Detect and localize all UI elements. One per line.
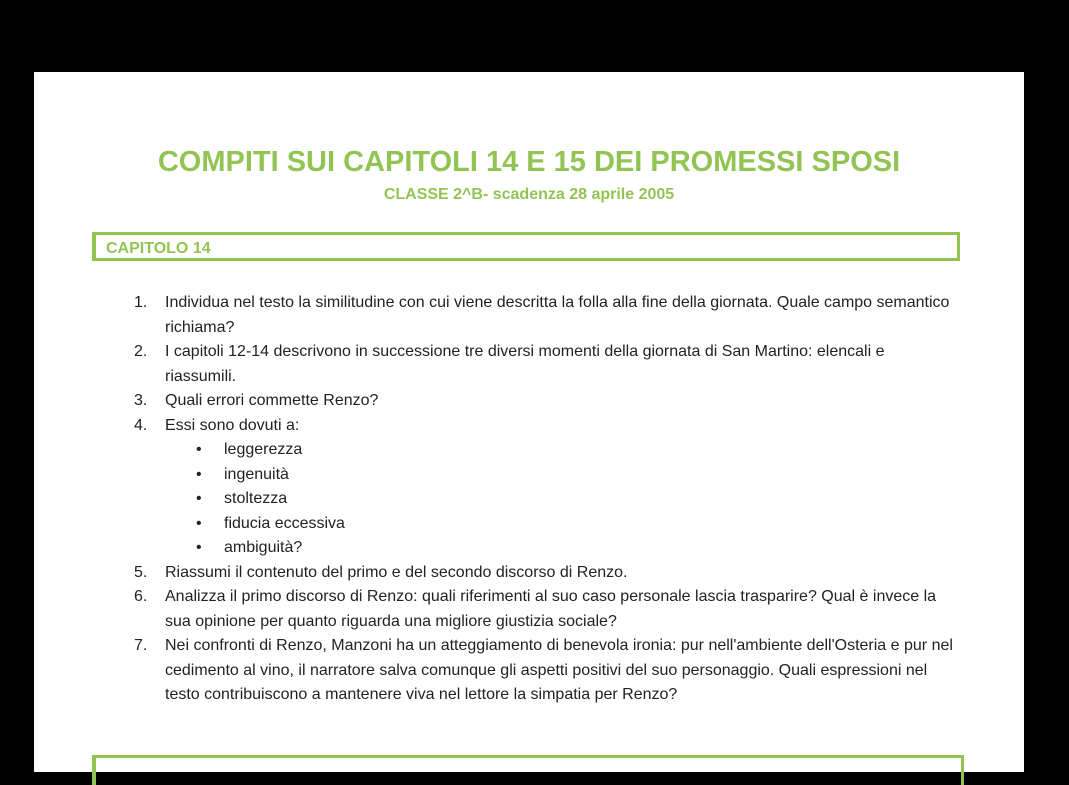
list-item — [34, 340, 955, 389]
sub-item-text: leggerezza — [224, 441, 303, 458]
item-number: 1. — [134, 294, 148, 311]
list-item — [34, 414, 955, 439]
item-text: Quali errori commette Renzo? — [165, 392, 379, 409]
list-item — [34, 561, 955, 586]
section-header-capitolo-14 — [92, 232, 960, 261]
sub-item-text: ambiguità? — [224, 539, 303, 556]
list-item — [34, 585, 955, 634]
question-list — [34, 291, 1024, 708]
item-number: 2. — [134, 343, 148, 360]
sub-item-text: fiducia eccessiva — [224, 514, 345, 532]
item-number: 3. — [134, 392, 148, 409]
bullet-icon: • — [196, 441, 202, 458]
item-text: Essi sono dovuti a: — [165, 416, 300, 434]
sub-list-item — [34, 512, 1024, 537]
item-number: 7. — [134, 637, 148, 654]
item-number: 4. — [134, 416, 148, 434]
item-number: 6. — [134, 588, 148, 605]
item-text: Nei confronti di Renzo, Manzoni ha un atteggiamento di benevola ironia: pur nell'ambiente dell'Osteria e pur nel cedimento al vino, il narratore salva comunque gli aspetti positivi del suo personaggio. Quali espressioni nel testo contribuiscono a mantenere viva nel lettore la simpatia per Renzo? — [165, 637, 953, 703]
item-text: Analizza il primo discorso di Renzo: quali riferimenti al suo caso personale lascia trasparire? Qual è invece la sua opinione per quanto riguarda una migliore giustizia sociale? — [165, 588, 937, 630]
list-item — [34, 389, 955, 414]
section-label: CAPITOLO 14 — [106, 240, 211, 257]
document-subtitle: CLASSE 2^B- scadenza 28 aprile 2005 — [383, 186, 675, 203]
sub-item-text: stoltezza — [224, 490, 288, 507]
sub-list-item — [34, 463, 1024, 488]
sub-item-text: ingenuità — [224, 465, 289, 483]
bullet-icon: • — [196, 490, 202, 507]
sub-list-item — [34, 536, 1024, 561]
list-item — [34, 291, 955, 340]
item-number: 5. — [134, 563, 148, 581]
sub-list-item — [34, 438, 1024, 463]
item-text: Riassumi il contenuto del primo e del secondo discorso di Renzo. — [165, 563, 628, 581]
bullet-icon: • — [196, 514, 202, 532]
item-text: I capitoli 12-14 descrivono in successione tre diversi momenti della giornata di San Martino: elencali e riassumili. — [165, 343, 885, 385]
document-title: COMPITI SUI CAPITOLI 14 E 15 DEI PROMESSI SPOSI — [157, 146, 901, 178]
document-page — [34, 72, 1024, 772]
next-section-header — [92, 755, 964, 785]
item-text: Individua nel testo la similitudine con cui viene descritta la folla alla fine della giornata. Quale campo semantico richiama? — [165, 294, 950, 336]
list-item — [34, 634, 955, 708]
sub-list-item — [34, 487, 1024, 512]
bullet-icon: • — [196, 465, 202, 483]
bullet-icon: • — [196, 539, 202, 556]
